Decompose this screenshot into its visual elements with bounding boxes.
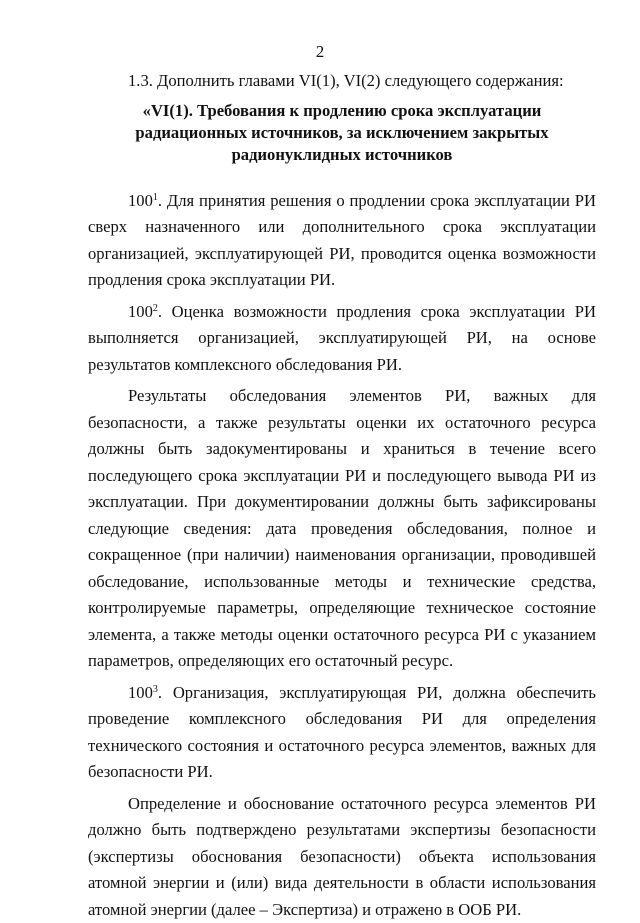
paragraph-superscript: 3: [153, 684, 158, 695]
paragraph-results-documentation: [88, 383, 596, 675]
paragraph-100-2: [88, 299, 596, 379]
paragraph-text: . Для принятия решения о продлении срока эксплуатации РИ сверх назначенного или дополнительного срока эксплуатации организацией, эксплуатирующей РИ, проводится оценка возможности продления срока эксплуатации РИ.: [88, 191, 596, 290]
page-number: 2: [0, 42, 640, 62]
paragraph-text: . Организация, эксплуатирующая РИ, должна обеспечить проведение комплексного обследования РИ для определения технического состояния и остаточного ресурса элементов, важных для безопасности РИ.: [88, 683, 596, 782]
paragraph-residual-resource: [88, 791, 596, 923]
paragraph-text: Определение и обоснование остаточного ресурса элементов РИ должно быть подтверждено результатами экспертизы безопасности (экспертизы обоснования безопасности) объекта использования атомной энергии и (или) вида деятельности в области использования атомной энергии (далее – Экспертиза) и отражено в ООБ РИ.: [88, 794, 596, 919]
paragraph-number: 100: [128, 302, 153, 321]
paragraph-100-1: [88, 188, 596, 294]
paragraph-number: 100: [128, 191, 153, 210]
chapter-heading: «VI(1). Требования к продлению срока эксплуатации радиационных источников, за исключением закрытых радионуклидных источников: [88, 95, 596, 166]
paragraph-text: Результаты обследования элементов РИ, важных для безопасности, а также результаты оценки их остаточного ресурса должны быть задокументированы и храниться в течение всего последующего срока эксплуатации РИ и последующего вывода РИ из эксплуатации. При документировании должны быть зафиксированы следующие сведения: дата проведения обследования, полное и сокращенное (при наличии) наименования организации, проводившей обследование, использованные методы и технические средства, контролируемые параметры, определяющие техническое состояние элемента, а также методы оценки остаточного ресурса РИ с указанием параметров, определяющих его остаточный ресурс.: [88, 386, 596, 670]
paragraph-text: . Оценка возможности продления срока эксплуатации РИ выполняется организацией, эксплуатирующей РИ, на основе результатов комплексного обследования РИ.: [88, 302, 596, 374]
document-body: [88, 68, 596, 923]
paragraph-superscript: 1: [153, 192, 158, 203]
paragraph-number: 100: [128, 683, 153, 702]
paragraph-100-3: [88, 680, 596, 786]
paragraph-superscript: 2: [153, 303, 158, 314]
amendment-intro: 1.3. Дополнить главами VI(1), VI(2) следующего содержания:: [88, 68, 596, 95]
